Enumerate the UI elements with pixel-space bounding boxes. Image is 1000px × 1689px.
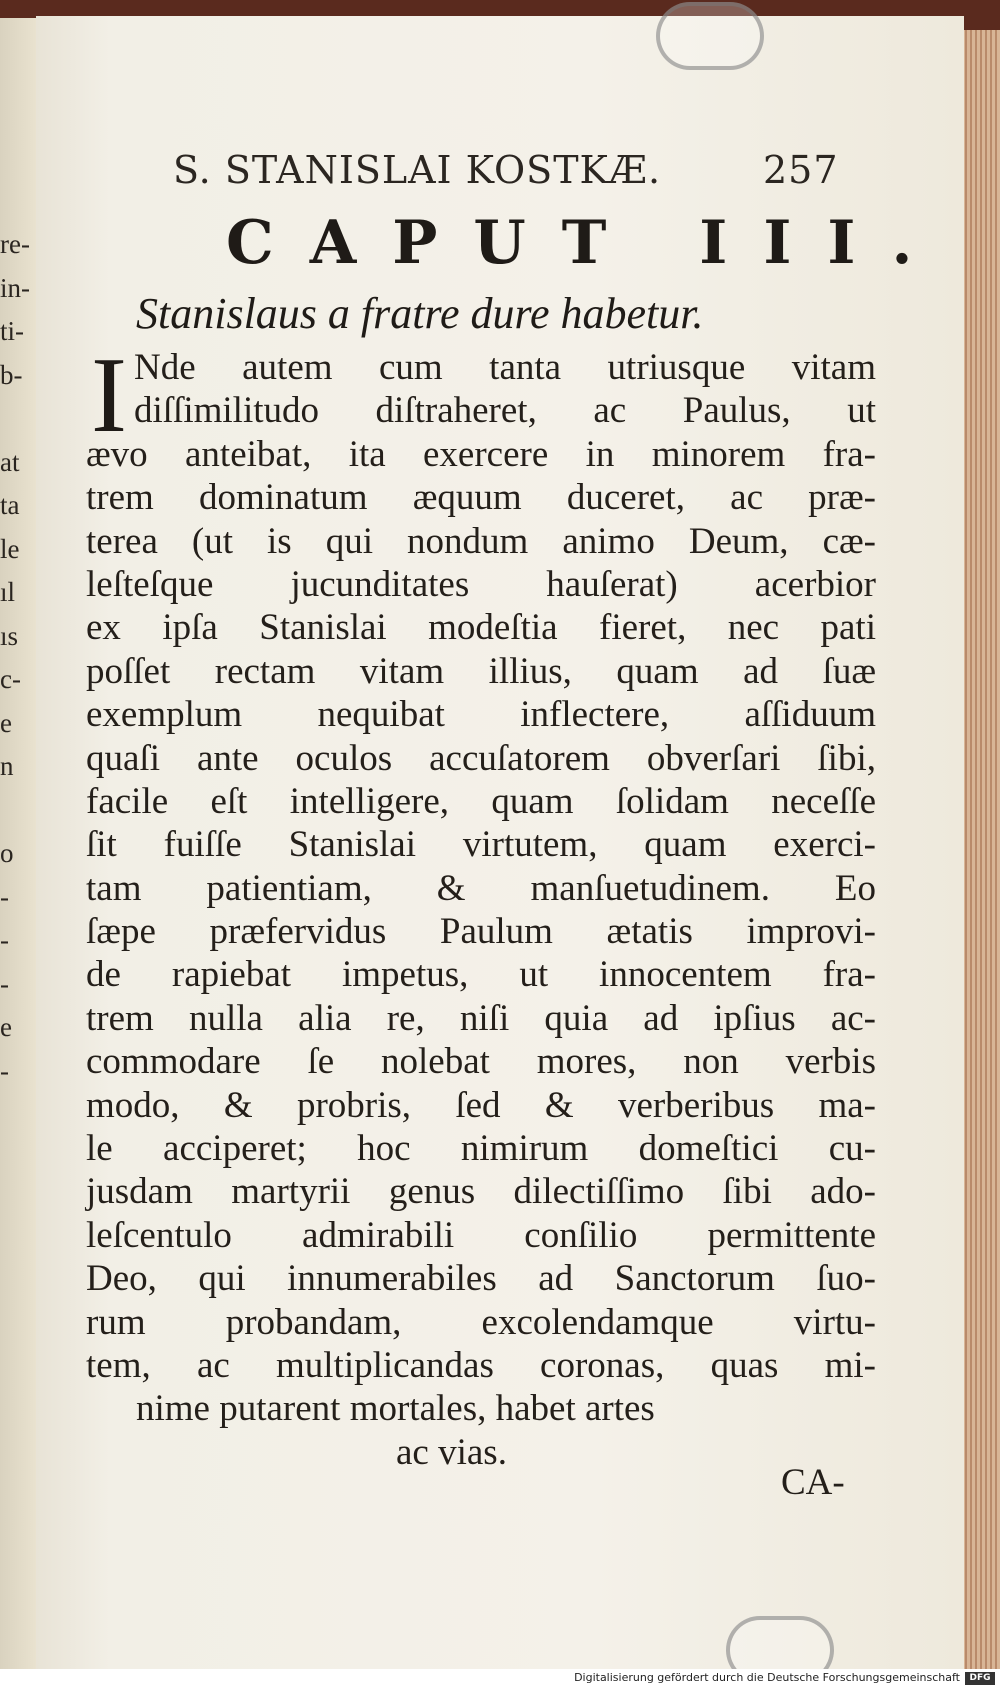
text-line: trem nulla alia re, niſi quia ad ipſius ac-: [86, 997, 876, 1039]
previous-page-edge: [0, 18, 38, 1669]
page-stack-edge: [960, 30, 1000, 1669]
footer-credit: Digitalisierung gefördert durch die Deutsche Forschungsgemeinschaft: [574, 1671, 960, 1684]
previous-page-fragment: -: [0, 1055, 9, 1086]
text-line: nime putarent mortales, habet artes: [136, 1388, 655, 1430]
previous-page-fragment: re-: [0, 229, 30, 259]
dfg-logo: DFG: [965, 1672, 995, 1685]
previous-page-fragment: le: [0, 533, 20, 564]
page-number: 257: [763, 148, 839, 192]
drop-cap: I: [91, 336, 127, 455]
chapter-subtitle: Stanislaus a fratre dure habetur.: [136, 289, 704, 338]
text-line: commodare ſe nolebat mores, non verbis: [86, 1041, 876, 1083]
previous-page-fragments: [0, 223, 34, 1093]
text-line: ſit fuiſſe Stanislai virtutem, quam exerci-: [86, 824, 876, 866]
text-line: rum probandam, excolendamque virtu-: [86, 1301, 876, 1343]
text-line: ævo anteibat, ita exercere in minorem fra-: [86, 433, 876, 475]
body-text: [86, 336, 876, 1474]
text-line: ſæpe præfervidus Paulum ætatis improvi-: [86, 911, 876, 953]
previous-page-fragment: -: [0, 881, 9, 912]
text-line: exemplum nequibat inflectere, aſſiduum: [86, 694, 876, 736]
text-line: leſcentulo admirabili conſilio permittente: [86, 1214, 876, 1256]
previous-page-fragment: c-: [0, 664, 21, 694]
text-line: ex ipſa Stanislai modeſtia fieret, nec pati: [86, 607, 876, 649]
previous-page-fragment: b-: [0, 359, 23, 390]
previous-page-fragment: n: [0, 751, 14, 781]
text-line: trem dominatum æquum duceret, ac præ-: [86, 477, 876, 519]
text-line: facile eſt intelligere, quam ſolidam neceſſe: [86, 780, 876, 822]
previous-page-fragment: at: [0, 446, 20, 477]
previous-page-fragment: ıl: [0, 577, 16, 607]
text-line: quaſi ante oculos accuſatorem obverſari ſibi,: [86, 737, 876, 779]
previous-page-fragment: -: [0, 968, 9, 999]
previous-page-fragment: ti-: [0, 316, 24, 346]
previous-page-fragment: o: [0, 838, 14, 868]
text-line: diſſimilitudo diſtraheret, ac Paulus, ut: [134, 390, 876, 432]
previous-page-fragment: e: [0, 707, 12, 738]
text-line: leſteſque jucunditates hauſerat) acerbior: [86, 563, 876, 605]
footer: [0, 1669, 1000, 1689]
text-line: de rapiebat impetus, ut innocentem fra-: [86, 954, 876, 996]
text-line: jusdam martyrii genus dilectiſſimo ſibi ado-: [86, 1171, 876, 1213]
text-line: tem, ac multiplicandas coronas, quas mi-: [86, 1344, 876, 1386]
catchword: CA-: [781, 1462, 845, 1503]
text-line: Nde autem cum tanta utriusque vitam: [134, 347, 876, 388]
text-line: Deo, qui innumerabiles ad Sanctorum ſuo-: [86, 1258, 876, 1300]
text-line: terea (ut is qui nondum animo Deum, cæ-: [86, 520, 876, 562]
text-line: le acciperet; hoc nimirum domeſtici cu-: [86, 1128, 876, 1170]
previous-page-fragment: ıs: [0, 620, 19, 651]
previous-page-fragment: [0, 397, 34, 441]
previous-page-fragment: in-: [0, 272, 30, 303]
page: [36, 16, 964, 1669]
text-line: ac vias.: [396, 1431, 507, 1473]
previous-page-fragment: ta: [0, 490, 20, 520]
previous-page-fragment: e: [0, 1012, 12, 1042]
chapter-heading: CAPUT III.: [226, 208, 949, 278]
page-clip-top: [656, 2, 764, 70]
text-line: tam patientiam, & manſuetudinem. Eo: [86, 867, 876, 909]
text-line: poſſet rectam vitam illius, quam ad ſuæ: [86, 650, 876, 692]
previous-page-fragment: [0, 789, 34, 833]
page-clip-bottom: [726, 1616, 834, 1669]
text-line: modo, & probris, ſed & verberibus ma-: [86, 1084, 876, 1126]
running-head-title: S. STANISLAI KOSTKÆ.: [173, 148, 662, 192]
previous-page-fragment: -: [0, 925, 9, 955]
